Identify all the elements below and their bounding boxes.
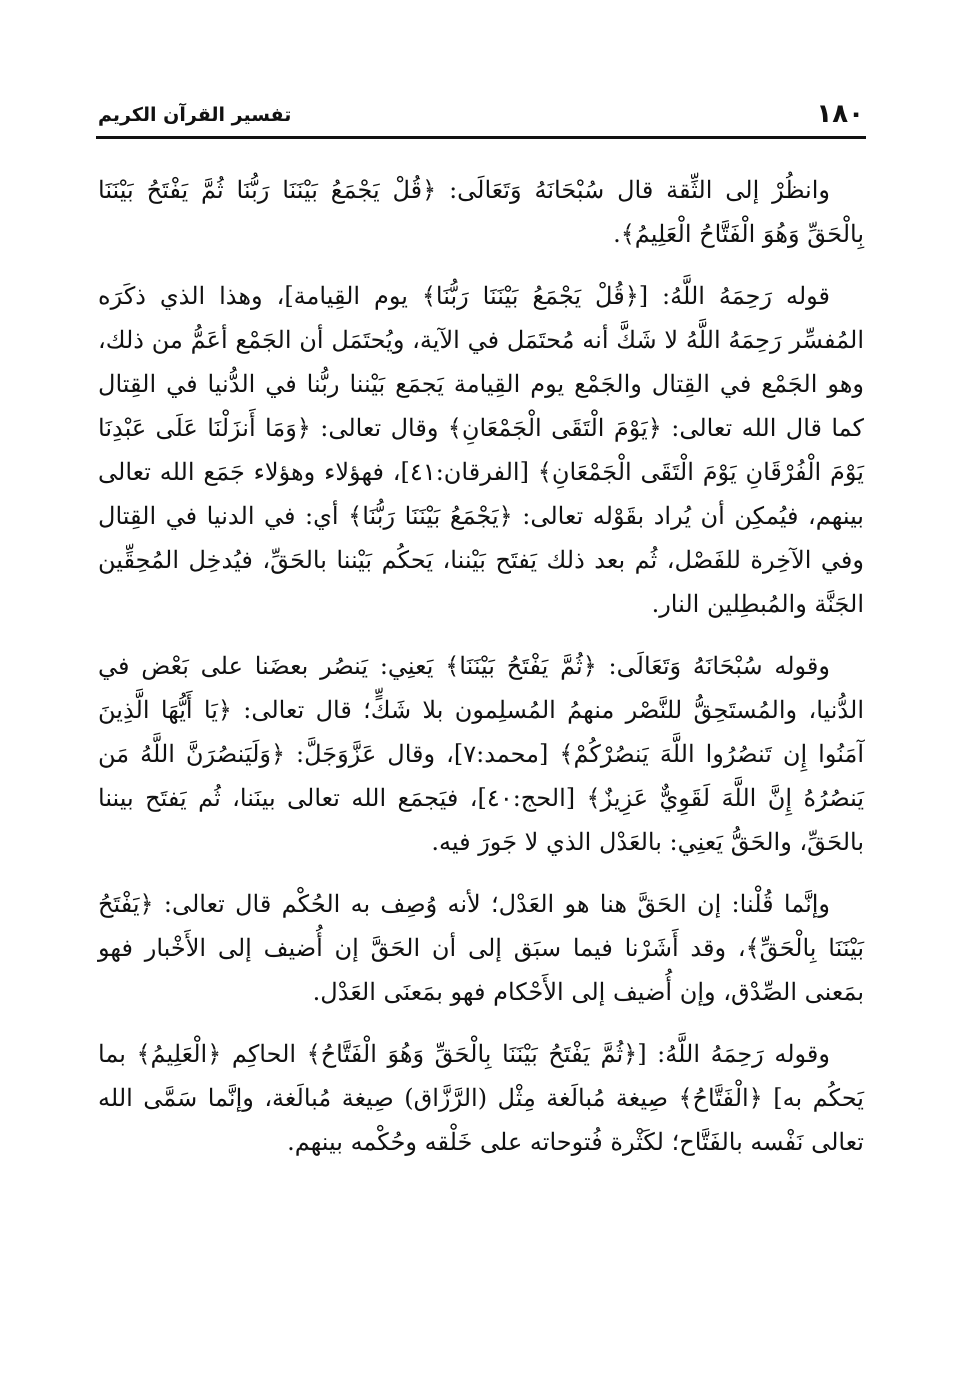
page-header [98, 96, 864, 136]
header-divider [96, 136, 866, 139]
paragraph: وإنَّما قُلْنا: إن الحَقَّ هنا هو العَدْل؛ لأنه وُصِف به الحُكْم قال تعالى: ﴿يَفْتَحُ بَيْنَنَا بِالْحَقِّ﴾، وقد أَشَرْنا فيما سبَق إلى أن الحَقَّ إن أُضيف إلى الأَخْبار فهو بمَعنى الصِّدْق، وإن أُضيف إلى الأَحْكام فهو بمَعنَى العَدْل. [98, 890, 864, 1006]
paragraph: قوله رَحِمَهُ اللَّهُ: [﴿قُلْ يَجْمَعُ بَيْنَنَا رَبُّنَا﴾ يوم القِيامة]، وهذا الذي ذكَرَه المُفسِّر رَحِمَهُ اللَّهُ لا شَكَّ أنه مُحتَمَل في الآية، ويُحتَمَل أن الجَمْع أعَمُّ من ذلك، وهو الجَمْع في القِتال والجَمْع يوم القِيامة يَجمَع بَيْننا ربُّنا في الدُّنيا في القِتال كما قال الله تعالى: ﴿يَوْمَ الْتَقَى الْجَمْعَانِ﴾ وقال تعالى: ﴿وَمَا أَنزَلْنَا عَلَى عَبْدِنَا يَوْمَ الْفُرْقَانِ يَوْمَ الْتَقَى الْجَمْعَانِ﴾ [الفرقان:٤١]، فهؤلاء وهؤلاء جَمَع الله تعالى بينهم، فيُمكِن أن يُراد بقَوْله تعالى: ﴿يَجْمَعُ بَيْنَنَا رَبُّنَا﴾ أي: في الدنيا في القِتال وفي الآخِرة للفَصْل، ثُم بعد ذلك يَفتَح بَيْننا، يَحكُم بَيْننا بالحَقِّ، فيُدخِل المُحِقِّين الجَنَّة والمُبطِلين النار. [98, 282, 864, 618]
page-number: ١٨٠ [816, 99, 864, 129]
body-text [98, 168, 864, 1182]
paragraph: وقوله سُبْحَانَهُ وَتَعَالَى: ﴿ثُمَّ يَفْتَحُ بَيْنَنَا﴾ يَعنِي: يَنصُر بعضَنا على بَعْض في الدُّنيا، والمُستَحِقُّ للنَّصْر منهمُ المُسلِمون بلا شَكٍّ؛ قال تعالى: ﴿يَا أَيُّهَا الَّذِينَ آمَنُوا إِن تَنصُرُوا اللَّهَ يَنصُرْكُمْ﴾ [محمد:٧]، وقال عَزَّوَجَلَّ: ﴿وَلَيَنصُرَنَّ اللَّهُ مَن يَنصُرُهُ إِنَّ اللَّهَ لَقَوِيٌّ عَزِيزٌ﴾ [الحج:٤٠]، فيَجمَع الله تعالى بينَنا، ثُم يَفتَح بيننا بالحَقِّ، والحَقُّ يَعنِي: بالعَدْل الذي لا جَورَ فيه. [98, 652, 865, 856]
book-title: تفسير القرآن الكريم [98, 104, 292, 126]
paragraph: وانظُرْ إلى الثِّقة قال سُبْحَانَهُ وَتَعَالَى: ﴿قُلْ يَجْمَعُ بَيْنَنَا رَبُّنَا ثُمَّ يَفْتَحُ بَيْنَنَا بِالْحَقِّ وَهُوَ الْفَتَّاحُ الْعَلِيمُ﴾. [98, 176, 864, 248]
paragraph: وقوله رَحِمَهُ اللَّهُ: [﴿ثُمَّ يَفْتَحُ بَيْنَنَا بِالْحَقِّ وَهُوَ الْفَتَّاحُ﴾ الحاكِم ﴿الْعَلِيمُ﴾ بما يَحكُم به] ﴿الْفَتَّاحُ﴾ صِيغة مُبالَغة مِثْل (الرَّزَّاق) صِيغة مُبالَغة، وإنَّما سَمَّى الله تعالى نَفْسه بالفَتَّاح؛ لكَثْرة فُتوحاته على خَلْقه وحُكْمه بينهم. [98, 1040, 864, 1156]
